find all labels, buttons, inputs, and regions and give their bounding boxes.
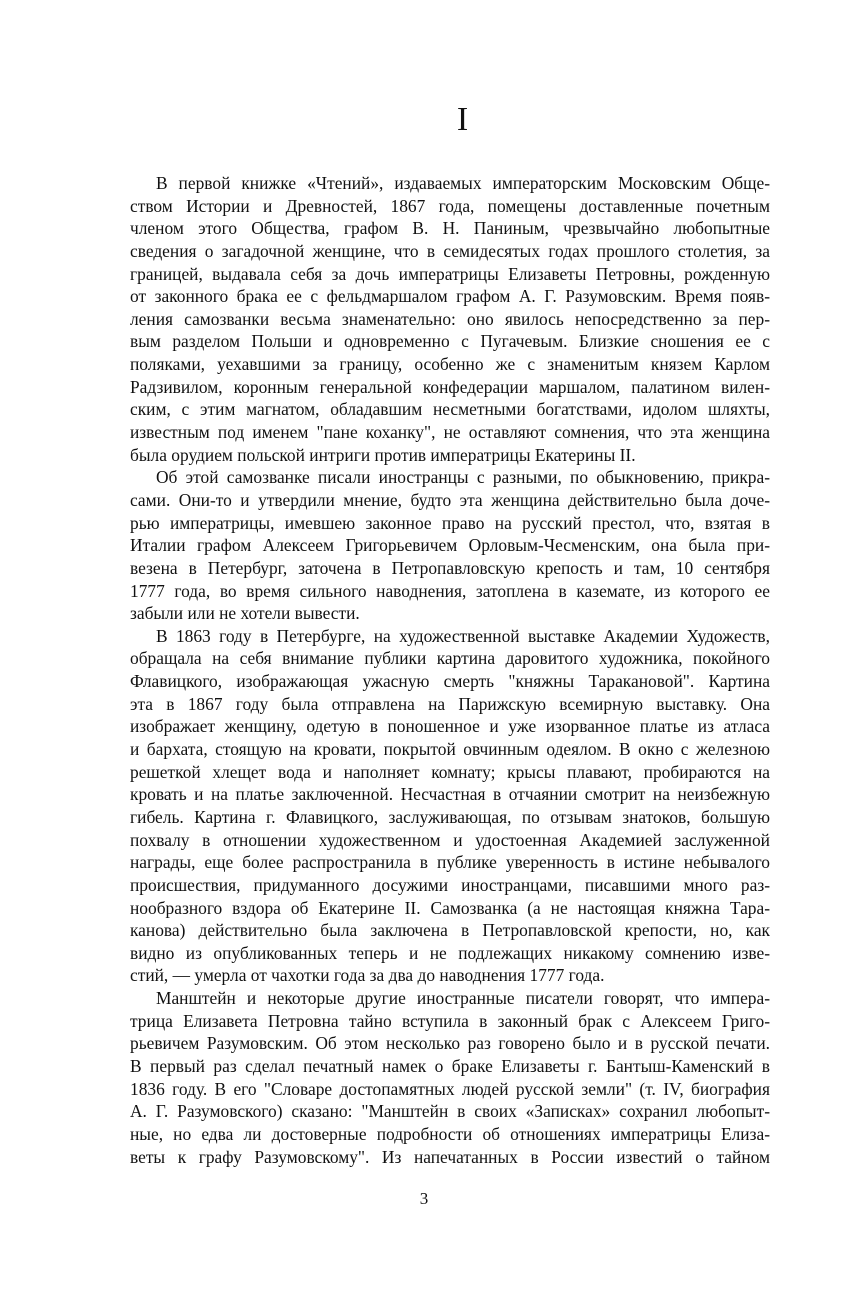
paragraph xyxy=(130,625,770,987)
text-line: 1777 года, во время сильного наводнения, затоплена в каземате, из которого ее xyxy=(130,580,770,601)
text-line: от законного брака ее с фельдмаршалом графом А. Г. Разумовским. Время появ- xyxy=(130,286,770,307)
text-line: Италии графом Алексеем Григорьевичем Орловым-Чесменским, она была при- xyxy=(130,535,770,556)
text-line: гибель. Картина г. Флавицкого, заслуживающая, по отзывам знатоков, большую xyxy=(130,806,770,827)
text-line: поляками, уехавшими за границу, особенно же с знаменитым князем Карлом xyxy=(130,354,770,375)
text-line: А. Г. Разумовского) сказано: "Манштейн в своих «Записках» сохранил любопыт- xyxy=(130,1101,770,1122)
text-line: сами. Они-то и утвердили мнение, будто эта женщина действительно была доче- xyxy=(130,489,770,510)
text-line: членом этого Общества, графом В. Н. Паниным, чрезвычайно любопытные xyxy=(130,218,770,239)
text-line: изображает женщину, одетую в поношенное и уже изорванное платье из атласа xyxy=(130,716,770,737)
text-line: стий, — умерла от чахотки года за два до наводнения 1777 года. xyxy=(130,965,605,986)
text-line: забыли или не хотели вывести. xyxy=(130,603,360,624)
text-line: трица Елизавета Петровна тайно вступила в законный брак с Алексеем Григо- xyxy=(130,1010,770,1031)
paragraph xyxy=(130,172,770,466)
text-line: происшествия, придуманного досужими иностранцами, писавшими много раз- xyxy=(130,874,770,895)
text-line: ления самозванки весьма знаменательно: оно явилось непосредственно за пер- xyxy=(130,308,770,329)
text-line: Манштейн и некоторые другие иностранные писатели говорят, что импера- xyxy=(156,988,770,1009)
text-line: решеткой хлещет вода и наполняет комнату; крысы плавают, пробираются на xyxy=(130,761,770,782)
text-line: Радзивилом, коронным генеральной конфедерации маршалом, палатином вилен- xyxy=(130,376,770,397)
text-line: ством Истории и Древностей, 1867 года, помещены доставленные почетным xyxy=(130,195,770,216)
text-line: В 1863 году в Петербурге, на художественной выставке Академии Художеств, xyxy=(156,625,770,646)
text-line: В первый раз сделал печатный намек о браке Елизаветы г. Бантыш-Каменский в xyxy=(130,1055,770,1076)
text-line: рьевичем Разумовским. Об этом несколько раз говорено было и в русской печати. xyxy=(130,1033,770,1054)
page-number: 3 xyxy=(419,1189,429,1208)
text-line: границей, выдавала себя за дочь императрицы Елизаветы Петровны, рожденную xyxy=(130,263,770,284)
text-line: рью императрицы, имевшею законное право на русский престол, что, взятая в xyxy=(130,512,770,533)
text-line: канова) действительно была заключена в Петропавловской крепости, но, как xyxy=(130,920,770,941)
text-line: эта в 1867 году была отправлена на Парижскую всемирную выставку. Она xyxy=(130,693,770,714)
text-line: видно из опубликованных теперь и не подлежащих никакому сомнению изве- xyxy=(130,942,770,963)
body-text xyxy=(130,172,770,1168)
text-line: везена в Петербург, заточена в Петропавловскую крепость и там, 10 сентября xyxy=(130,557,770,578)
text-line: веты к графу Разумовскому". Из напечатанных в России известий о тайном xyxy=(130,1146,770,1167)
paragraph xyxy=(130,987,770,1168)
chapter-heading: I xyxy=(456,101,469,138)
text-line: похвалу в отношении художественном и удостоенная Академией заслуженной xyxy=(130,829,770,850)
text-line: В первой книжке «Чтений», издаваемых императорским Московским Обще- xyxy=(156,173,770,193)
text-line: Флавицкого, изображающая ужасную смерть "княжны Таракановой". Картина xyxy=(130,671,770,692)
text-line: известным под именем "пане коханку", не оставляют сомнения, что эта женщина xyxy=(130,422,770,443)
text-line: Об этой самозванке писали иностранцы с разными, по обыкновению, прикра- xyxy=(156,467,770,488)
text-line: вым разделом Польши и одновременно с Пугачевым. Близкие сношения ее с xyxy=(130,331,770,352)
text-line: и бархата, стоящую на кровати, покрытой овчинным одеялом. В окно с железною xyxy=(130,739,770,760)
text-line: кровать и на платье заключенной. Несчастная в отчаянии смотрит на неизбежную xyxy=(130,784,770,805)
text-line: была орудием польской интриги против императрицы Екатерины II. xyxy=(130,444,636,465)
text-line: ные, но едва ли достоверные подробности об отношениях императрицы Елиза- xyxy=(130,1123,770,1144)
text-line: нообразного вздора об Екатерине II. Самозванка (а не настоящая княжна Тара- xyxy=(130,897,770,918)
text-line: 1836 году. В его "Словаре достопамятных людей русской земли" (т. IV, биография xyxy=(130,1078,770,1099)
text-line: сведения о загадочной женщине, что в семидесятых годах прошлого столетия, за xyxy=(130,240,770,261)
paragraph xyxy=(130,466,770,624)
text-line: награды, еще более распространила в публике уверенность в истине небывалого xyxy=(130,852,770,873)
text-line: обращала на себя внимание публики картина даровитого художника, покойного xyxy=(130,648,770,669)
text-line: ским, с этим магнатом, обладавшим несметными богатствами, идолом шляхты, xyxy=(130,399,770,420)
